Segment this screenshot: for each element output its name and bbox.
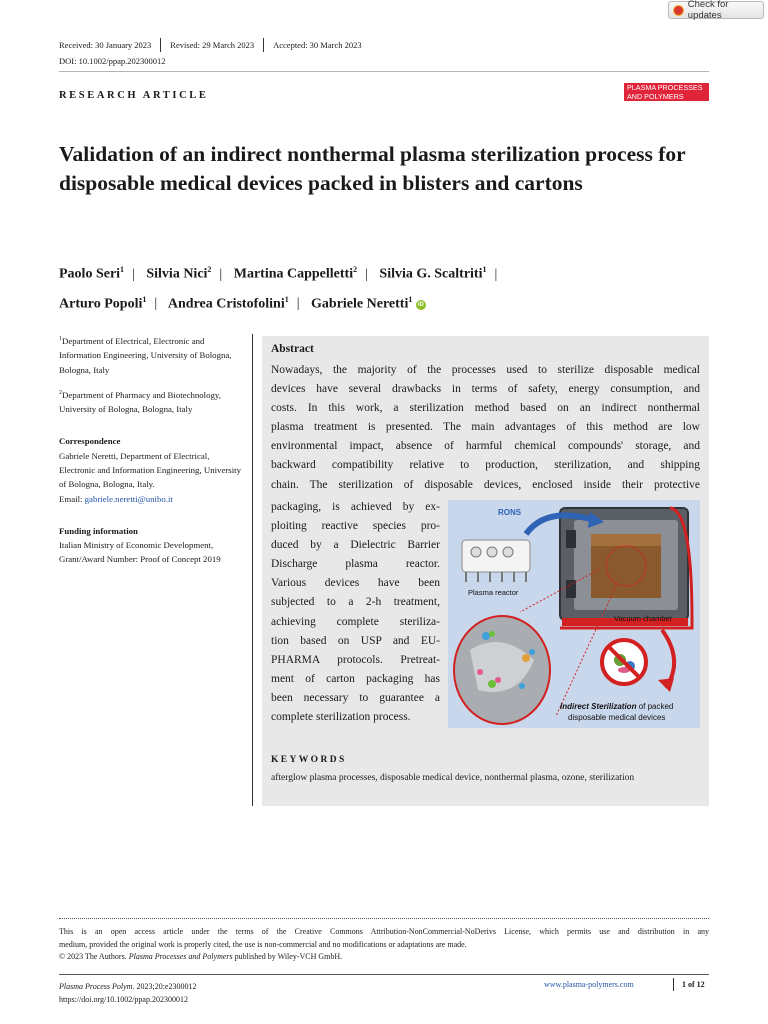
abstract-heading: Abstract bbox=[271, 343, 314, 355]
author-line-1: Paolo Seri$^1$ | Silvia Nici$^2$ | Martina Cappelletti$^2$ | Silvia G. Scaltriti$^1$ | bbox=[59, 265, 498, 282]
journal-badge bbox=[624, 83, 709, 101]
author-affiliation: 1 bbox=[284, 294, 289, 304]
sidebar-divider bbox=[252, 334, 253, 806]
funding-text: Italian Ministry of Economic Development, Grant/Award Number: Proof of Concept 2019 bbox=[59, 540, 221, 565]
author-line-2: Arturo Popoli$^1$ | Andrea Cristofolini$^1$ | Gabriele Neretti$^1$ iD bbox=[59, 294, 424, 312]
license-line2: medium, provided the original work is properly cited, the use is non-commercial and no modifications or adaptations are made. bbox=[59, 939, 467, 949]
abstract-line: costs. In this work, a sterilization method based on an indirect nonthermal bbox=[271, 402, 700, 415]
abstract-line: tion based on USP and EU- bbox=[271, 634, 440, 647]
accepted-date: Accepted: 30 March 2023 bbox=[263, 38, 371, 52]
correspondence-text: Gabriele Neretti, Department of Electrical, Electronic and Information Engineering, University of Bologna, Bologna, Italy. bbox=[59, 450, 241, 490]
abstract-line: complete sterilization process. bbox=[271, 711, 411, 724]
no-bacteria-icon bbox=[602, 640, 646, 684]
graphical-abstract-figure bbox=[448, 500, 700, 728]
figure-caption-line1: Indirect Sterilization of packed bbox=[560, 702, 674, 711]
footer-citation bbox=[59, 980, 196, 1006]
author-affiliation: 2 bbox=[353, 265, 358, 274]
article-dates bbox=[59, 38, 371, 52]
journal-badge-line2: AND POLYMERS bbox=[627, 91, 684, 101]
abstract-line: duced by a Dielectric Barrier bbox=[271, 539, 440, 552]
abstract-text-full bbox=[271, 361, 700, 495]
rons-label: RONS bbox=[498, 508, 522, 517]
author-affiliation: 1 bbox=[408, 294, 413, 304]
abstract-line: Various devices have been bbox=[271, 577, 440, 590]
revised-date: Revised: 29 March 2023 bbox=[160, 38, 263, 52]
abstract-line: environmental impact, absence of harmful chemical compounds' storage, and bbox=[271, 440, 700, 453]
abstract-line: backward compatibility relative to production, sterilization, and shipping bbox=[271, 459, 700, 472]
author-name[interactable]: Andrea Cristofolini bbox=[167, 296, 285, 312]
header-divider bbox=[59, 71, 709, 72]
author-name[interactable]: Martina Cappelletti bbox=[233, 266, 354, 282]
abstract-line: chain. The sterilization of disposable devices, enclosed inside their protective bbox=[271, 478, 700, 491]
check-for-updates-label: Check for updates bbox=[687, 0, 729, 21]
journal-site-link[interactable]: www.plasma-polymers.com bbox=[544, 980, 634, 989]
license-divider bbox=[59, 918, 709, 919]
vacuum-chamber-label: Vacuum chamber bbox=[614, 614, 673, 623]
figure-caption-line2: disposable medical devices bbox=[568, 713, 666, 722]
author-affiliation: 2 bbox=[207, 265, 212, 274]
author-name[interactable]: Silvia G. Scaltriti bbox=[379, 266, 483, 282]
author-affiliation: 1 bbox=[482, 265, 487, 274]
author-name[interactable]: Silvia Nici bbox=[146, 266, 208, 282]
plasma-reactor-label: Plasma reactor bbox=[468, 588, 519, 597]
abstract-line: achieving complete steriliza- bbox=[271, 615, 440, 628]
journal-abbrev: Plasma Process Polym. bbox=[59, 982, 135, 991]
affiliation-1: $^1$Department of Electrical, Electronic and Information Engineering, University of Bologna, Bologna, Italy bbox=[59, 335, 232, 375]
keywords-text: afterglow plasma processes, disposable medical device, nonthermal plasma, ozone, sterilization bbox=[271, 773, 635, 783]
funding-heading: Funding information bbox=[59, 525, 138, 536]
author-name[interactable]: Arturo Popoli bbox=[59, 296, 143, 312]
abstract-line: packaging, is achieved by ex- bbox=[271, 501, 440, 513]
license-notice bbox=[59, 926, 709, 964]
citation-text: 2023;20:e2300012 bbox=[134, 982, 197, 991]
abstract-line: plasma treatment is presented. The main advantages of this method are low bbox=[271, 421, 700, 434]
funding-information bbox=[59, 524, 245, 567]
author-affiliation: 1 bbox=[120, 265, 125, 274]
correspondence-heading: Correspondence bbox=[59, 436, 121, 447]
page-number: 1 of 12 bbox=[673, 978, 705, 991]
doi-text: DOI: 10.1002/ppap.202300012 bbox=[59, 56, 166, 66]
orcid-icon[interactable]: iD bbox=[417, 302, 424, 309]
abstract-line: PHARMA protocols. Pretreat- bbox=[271, 653, 440, 666]
abstract-text-wrapped bbox=[271, 498, 440, 727]
received-date: Received: 30 January 2023 bbox=[59, 40, 152, 50]
author-name[interactable]: Gabriele Neretti bbox=[311, 296, 409, 312]
vacuum-chamber-illustration bbox=[560, 508, 692, 628]
affiliation-2: $^2$Department of Pharmacy and Biotechnology, University of Bologna, Bologna, Italy bbox=[59, 389, 221, 415]
abstract-line: ment of carton packaging has bbox=[271, 672, 440, 685]
keywords-heading: KEYWORDS bbox=[271, 755, 347, 765]
check-for-updates-button[interactable] bbox=[668, 1, 764, 19]
email-link[interactable]: gabriele.neretti@unibo.it bbox=[84, 493, 173, 504]
abstract-line: Nowadays, the majority of the processes used to sterilize disposable medical bbox=[271, 364, 700, 376]
doi-link[interactable]: https://doi.org/10.1002/ppap.202300012 bbox=[59, 995, 188, 1004]
packaged-devices-illustration bbox=[454, 616, 550, 724]
author-affiliation: 1 bbox=[142, 294, 147, 304]
journal-badge-line1: PLASMA PROCESSES bbox=[627, 83, 703, 92]
section-label: RESEARCH ARTICLE bbox=[59, 90, 209, 101]
abstract-line: devices have several drawbacks in terms of safety, energy consumption, and bbox=[271, 383, 700, 396]
author-name[interactable]: Paolo Seri bbox=[59, 266, 121, 282]
abstract-line: Discharge plasma reactor. bbox=[271, 558, 440, 571]
copyright-line: © 2023 The Authors. Plasma Processes and Polymers published by Wiley-VCH GmbH. bbox=[59, 952, 343, 961]
abstract-line: ploiting reactive species pro- bbox=[271, 520, 440, 533]
abstract-line: subjected to a 2-h treatment, bbox=[271, 596, 440, 609]
article-sidebar bbox=[59, 332, 245, 576]
footer-divider bbox=[59, 974, 709, 975]
author-list bbox=[59, 257, 739, 316]
abstract-line: been necessary to guarantee a bbox=[271, 691, 440, 704]
crossmark-icon bbox=[673, 5, 684, 16]
license-line1: This is an open access article under the terms of the Creative Commons Attribution-NonCommercial-NoDerivs License, which permits use and distribution in any bbox=[59, 927, 709, 936]
correspondence: Correspondence Gabriele Neretti, Department of Electrical, Electronic and Information Engineering, University of Bologna, Bologna, Italy. Email: gabriele.neretti@unibo.it bbox=[59, 436, 241, 504]
article-title: Validation of an indirect nonthermal plasma sterilization process for disposable medical devices packed in blisters and cartons bbox=[59, 142, 686, 195]
